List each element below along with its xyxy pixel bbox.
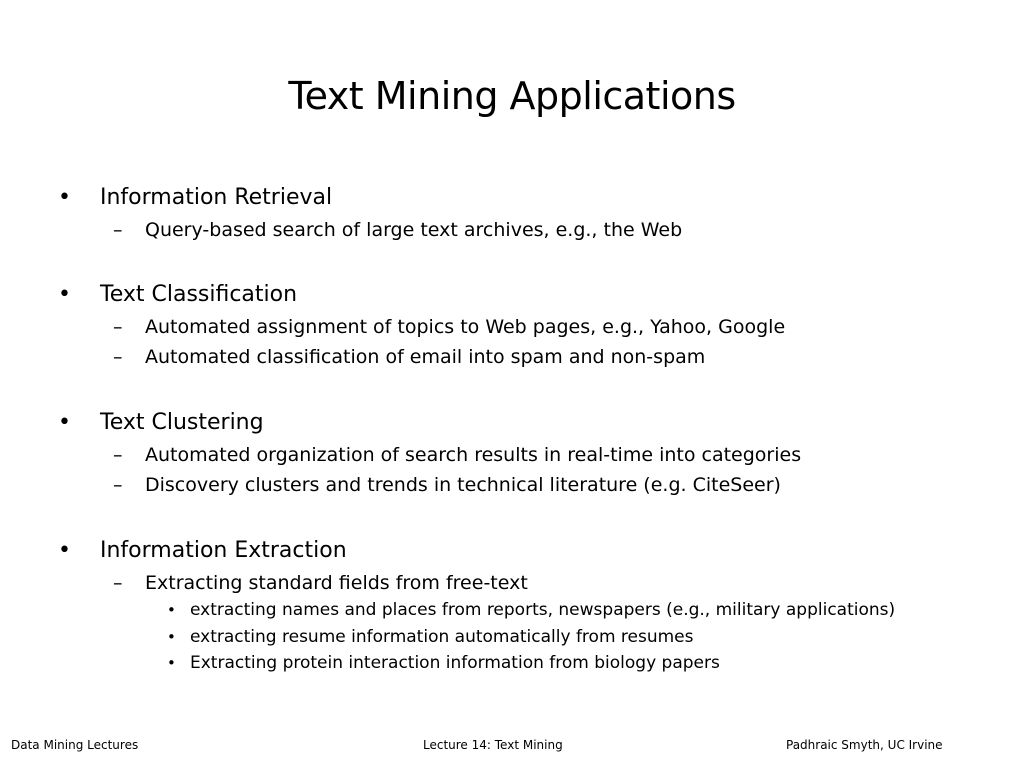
dash-marker: –	[113, 444, 123, 466]
bullet-marker: •	[58, 538, 71, 563]
sub-sub-bullet-text: extracting resume information automatically from resumes	[190, 627, 694, 647]
dash-marker: –	[113, 572, 123, 594]
bullet-marker: •	[58, 185, 71, 210]
footer-left: Data Mining Lectures	[11, 738, 139, 752]
dash-marker: –	[113, 316, 123, 338]
sub-bullet-text: Extracting standard fields from free-text	[145, 572, 528, 594]
bullet-marker: •	[58, 410, 71, 435]
sub-bullet-text: Automated classification of email into spam and non-spam	[145, 346, 706, 368]
sub-bullet-text: Automated assignment of topics to Web pages, e.g., Yahoo, Google	[145, 316, 786, 338]
slide-title: Text Mining Applications	[288, 74, 736, 118]
footer-right: Padhraic Smyth, UC Irvine	[786, 738, 943, 752]
bullet-text: Text Classification	[100, 282, 298, 307]
small-bullet-marker: •	[167, 601, 176, 619]
small-bullet-marker: •	[167, 654, 176, 672]
bullet-text: Information Retrieval	[100, 185, 333, 210]
dash-marker: –	[113, 219, 123, 241]
sub-sub-bullet-text: extracting names and places from reports, newspapers (e.g., military applications)	[190, 600, 896, 620]
bullet-marker: •	[58, 282, 71, 307]
dash-marker: –	[113, 474, 123, 496]
sub-bullet-text: Discovery clusters and trends in technical literature (e.g. CiteSeer)	[145, 474, 781, 496]
sub-bullet-text: Query-based search of large text archives, e.g., the Web	[145, 219, 683, 241]
bullet-text: Information Extraction	[100, 538, 347, 563]
footer-center: Lecture 14: Text Mining	[423, 738, 563, 752]
small-bullet-marker: •	[167, 628, 176, 646]
dash-marker: –	[113, 346, 123, 368]
bullet-text: Text Clustering	[100, 410, 264, 435]
sub-sub-bullet-text: Extracting protein interaction information from biology papers	[190, 653, 720, 673]
sub-bullet-text: Automated organization of search results in real-time into categories	[145, 444, 802, 466]
